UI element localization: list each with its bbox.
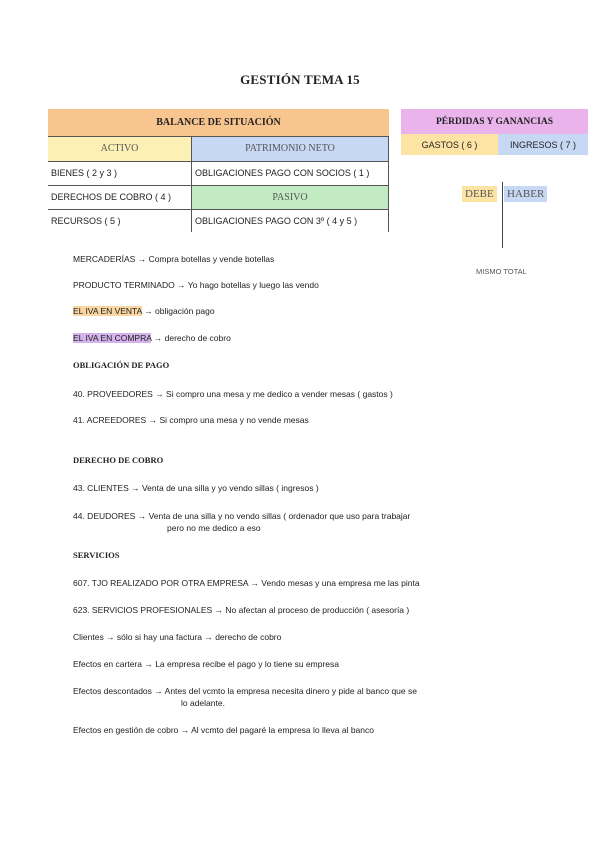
obligaciones-socios-cell: OBLIGACIONES PAGO CON SOCIOS ( 1 ) (195, 168, 370, 178)
derechos-cobro-cell: DERECHOS DE COBRO ( 4 ) (51, 192, 172, 202)
page-title: GESTIÓN TEMA 15 (240, 72, 360, 87)
acreedores-note: 41. ACREEDORES → Si compro una mesa y no vende mesas (73, 415, 309, 425)
iva-venta-label: EL IVA EN VENTA (73, 306, 142, 316)
divider (191, 136, 192, 232)
iva-venta-note (73, 306, 215, 316)
debe-label: DEBE (462, 186, 497, 202)
divider (48, 136, 389, 137)
divider (48, 185, 389, 186)
balance-table (48, 109, 389, 232)
obligacion-pago-heading: OBLIGACIÓN DE PAGO (73, 360, 170, 370)
mercaderias-note: MERCADERÍAS → Compra botellas y vende botellas (73, 254, 275, 264)
divider (48, 161, 389, 162)
patrimonio-neto-header: PATRIMONIO NETO (191, 136, 389, 161)
divider (48, 209, 389, 210)
mismo-total-caption: MISMO TOTAL (476, 267, 527, 276)
efectos-descontados-line-2: lo adelante. (181, 698, 225, 708)
pasivo-header: PASIVO (191, 185, 389, 209)
deudores-line-1: 44. DEUDORES → Venta de una silla y no vendo sillas ( ordenador que uso para trabajar (73, 511, 411, 521)
deudores-note (73, 510, 410, 534)
efectos-cartera-note: Efectos en cartera → La empresa recibe el pago y lo tiene su empresa (73, 659, 340, 669)
iva-compra-label: EL IVA EN COMPRA (73, 333, 152, 343)
clientes-factura-note: Clientes → sólo si hay una factura → derecho de cobro (73, 632, 282, 642)
recursos-cell: RECURSOS ( 5 ) (51, 215, 121, 226)
divider (388, 136, 389, 232)
servicios-heading: SERVICIOS (73, 550, 120, 560)
proveedores-note: 40. PROVEEDORES → Si compro una mesa y me dedico a vender mesas ( gastos ) (73, 389, 393, 399)
iva-compra-text: → derecho de cobro (151, 333, 231, 343)
efectos-gestion-cobro-note: Efectos en gestión de cobro → Al vcmto del pagaré la empresa lo lleva al banco (73, 725, 374, 735)
bienes-cell: BIENES ( 2 y 3 ) (51, 168, 118, 178)
haber-label: HABER (504, 186, 547, 202)
pyg-table (401, 109, 588, 155)
ingresos-cell: INGRESOS ( 7 ) (498, 134, 588, 155)
producto-terminado-note: PRODUCTO TERMINADO → Yo hago botellas y luego las vendo (73, 280, 319, 290)
trabajos-otra-empresa-note: 607. TJO REALIZADO POR OTRA EMPRESA → Vendo mesas y una empresa me las pinta (73, 578, 420, 588)
efectos-descontados-line-1: Efectos descontados → Antes del vcmto la empresa necesita dinero y pide al banco que se (73, 686, 417, 696)
pyg-header: PÉRDIDAS Y GANANCIAS (401, 109, 588, 134)
deudores-line-2: pero no me dedico a eso (167, 523, 261, 533)
servicios-profesionales-note: 623. SERVICIOS PROFESIONALES → No afectan al proceso de producción ( asesoría ) (73, 605, 410, 615)
efectos-descontados-note (73, 685, 417, 709)
t-account-line (502, 182, 503, 248)
clientes-note: 43. CLIENTES → Venta de una silla y yo vendo sillas ( ingresos ) (73, 483, 319, 493)
obligaciones-terceros-cell: OBLIGACIONES PAGO CON 3º ( 4 y 5 ) (195, 215, 358, 226)
iva-venta-text: → obligación pago (141, 306, 215, 316)
gastos-cell: GASTOS ( 6 ) (401, 134, 498, 155)
balance-header: BALANCE DE SITUACIÓN (48, 109, 389, 136)
iva-compra-note (73, 333, 231, 343)
derecho-cobro-heading: DERECHO DE COBRO (73, 455, 164, 465)
activo-header: ACTIVO (48, 136, 191, 161)
